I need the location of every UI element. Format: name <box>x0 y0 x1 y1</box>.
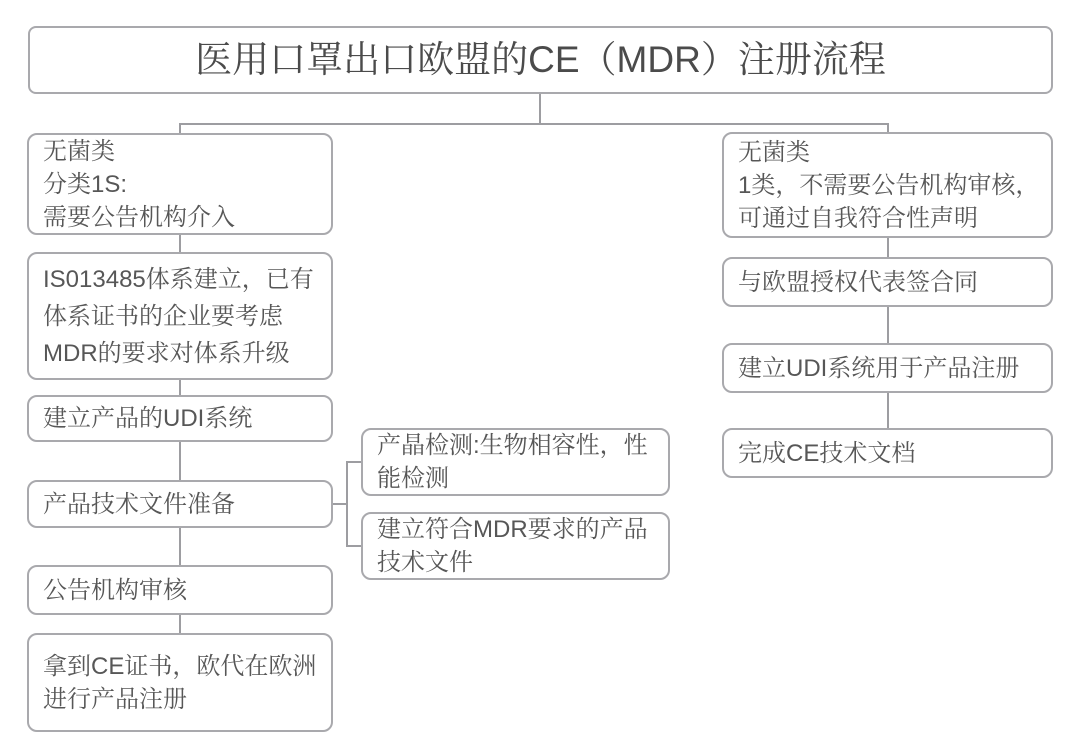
node-text-line: 需要公告机构介入 <box>43 203 235 231</box>
connector-right-1-2 <box>887 238 889 258</box>
flow-node-sterile-class <box>27 133 333 235</box>
node-text-line: 建立UDI系统用于产品注册 <box>738 354 1020 382</box>
node-text-line: 分类1S: <box>43 170 128 198</box>
node-text-line: 建立产品的UDI系统 <box>43 405 253 432</box>
connector-detail-vertical <box>346 461 348 547</box>
node-text-line: 能检测 <box>377 465 449 492</box>
node-text-line: 完成CE技术文档 <box>738 439 916 467</box>
node-text-line: 产晶检测:生物相容性，性 <box>377 432 648 459</box>
node-text-line: 可通过自我符合性声明 <box>738 204 978 232</box>
connector-detail-branch-top <box>346 461 362 463</box>
connector-left-5-6 <box>179 615 181 634</box>
node-text-line: MDR的要求对体系升级 <box>43 339 290 367</box>
flow-node-techfile-prep <box>27 480 333 528</box>
node-text-line: 建立符合MDR要求的产品 <box>377 516 648 543</box>
node-text-line: 体系证书的企业要考虑 <box>43 302 283 330</box>
connector-left-4-5 <box>179 528 181 566</box>
flow-node-nonsterile-class <box>722 132 1053 238</box>
node-text-line: 进行产品注册 <box>43 685 187 713</box>
connector-top-horizontal <box>179 123 889 125</box>
flow-node-ce-certificate <box>27 633 333 732</box>
flow-node-product-testing <box>361 428 670 496</box>
node-text-line: 无菌类 <box>738 138 810 166</box>
connector-title-stub <box>539 94 541 124</box>
node-text-line: 拿到CE证书，欧代在欧洲 <box>43 652 317 680</box>
flow-node-mdr-techfile <box>361 512 670 580</box>
node-text-line: 无菌类 <box>43 137 115 165</box>
connector-right-3-4 <box>887 393 889 429</box>
connector-right-2-3 <box>887 307 889 344</box>
node-text-line: IS013485体系建立，已有 <box>43 265 314 293</box>
node-text-line: 产品技术文件准备 <box>43 490 235 518</box>
flow-node-iso13485 <box>27 252 333 380</box>
node-text-line: 技术文件 <box>377 549 473 576</box>
connector-left-1-2 <box>179 235 181 253</box>
node-text-line: 与欧盟授权代表签合同 <box>738 268 978 296</box>
connector-detail-branch-bottom <box>346 545 362 547</box>
flow-node-eu-rep-contract <box>722 257 1053 307</box>
flowchart-title <box>28 26 1053 94</box>
node-text-line: 公告机构审核 <box>43 576 187 604</box>
flow-node-udi-system <box>27 395 333 442</box>
connector-left-3-4 <box>179 442 181 481</box>
flow-node-ce-techdoc <box>722 428 1053 478</box>
flow-node-udi-registration <box>722 343 1053 393</box>
flowchart-title-text: 医用口罩出口欧盟的CE（MDR）注册流程 <box>195 39 886 80</box>
node-text-line: 1类，不需要公告机构审核， <box>738 171 1040 199</box>
flow-node-notified-body-audit <box>27 565 333 615</box>
connector-left-2-3 <box>179 380 181 396</box>
